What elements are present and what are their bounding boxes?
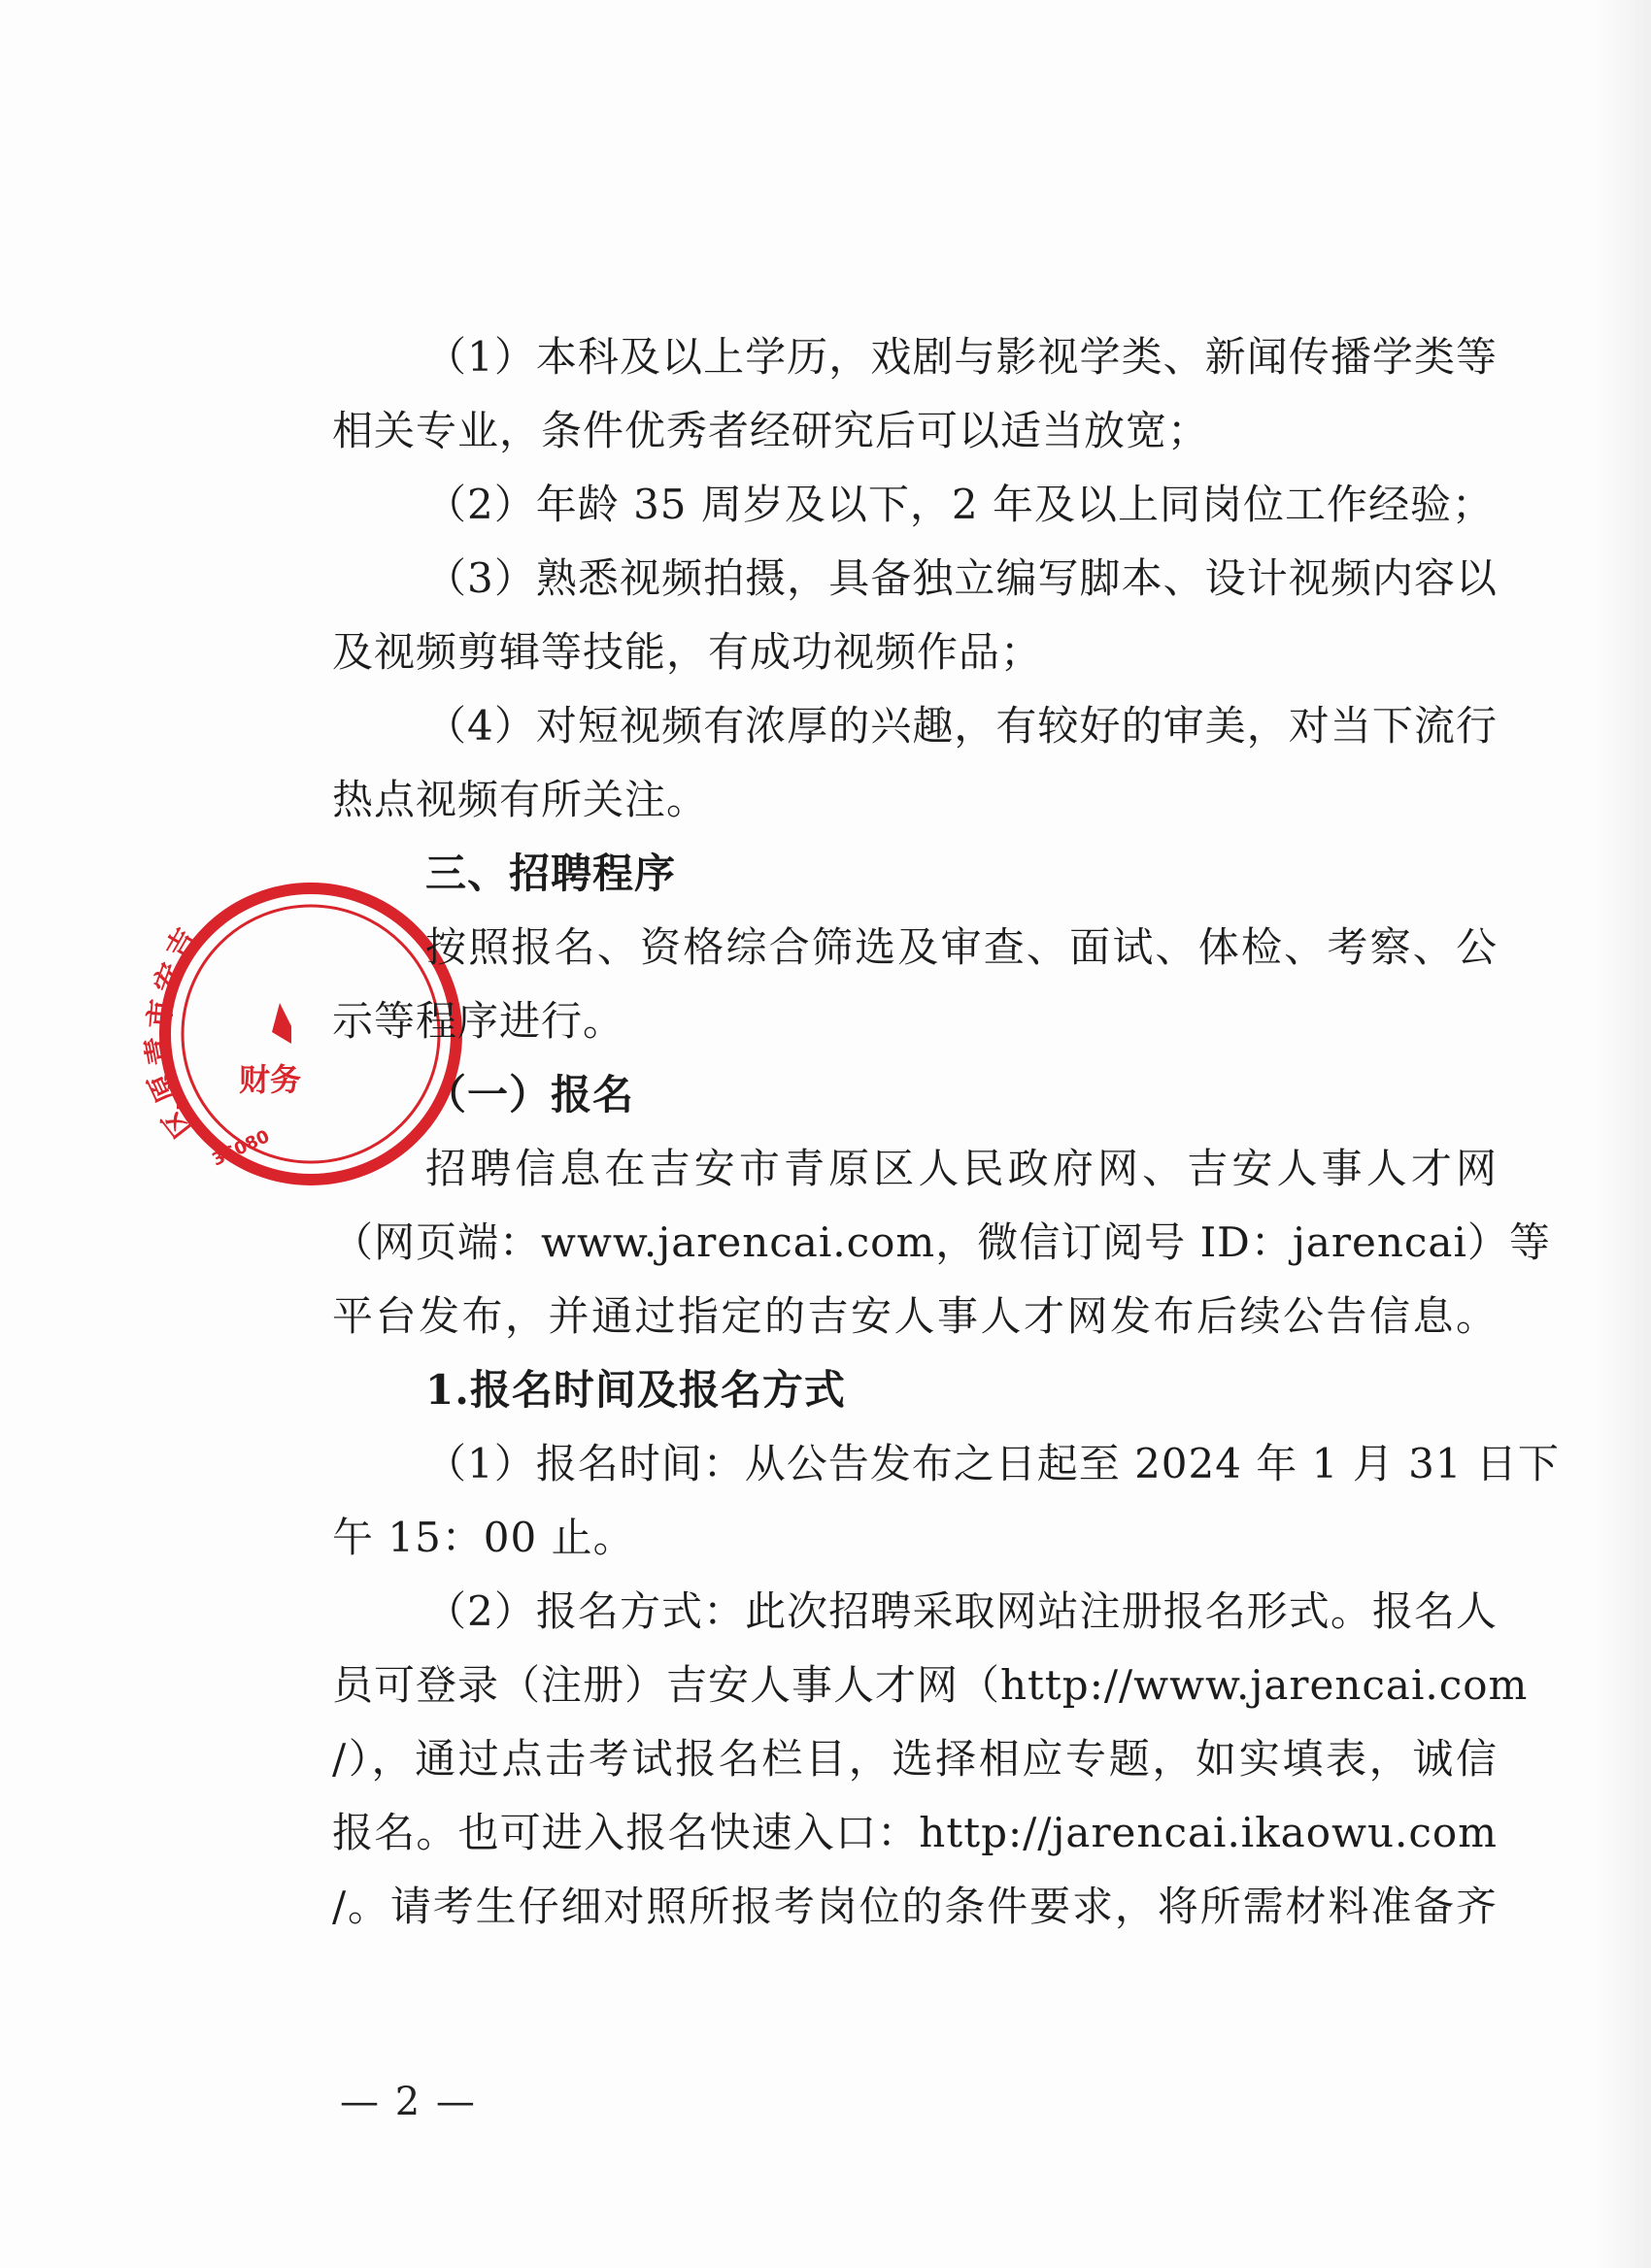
paragraph-line: （2）年龄 35 周岁及以下，2 年及以上同岗位工作经验； [425, 481, 1494, 528]
paragraph-line: 午 15：00 止。 [332, 1514, 635, 1561]
official-seal [140, 859, 302, 1209]
paragraph-line: /），通过点击考试报名栏目，选择相应专题，如实填表，诚信 [332, 1735, 1498, 1783]
subsection-heading: 1.报名时间及报名方式 [425, 1366, 846, 1414]
svg-text:区: 区 [155, 1099, 201, 1144]
paragraph-line: （1）报名时间：从公告发布之日起至 2024 年 1 月 31 日下 [425, 1440, 1560, 1487]
svg-text:务: 务 [270, 1061, 302, 1098]
section-heading: 三、招聘程序 [425, 850, 677, 897]
body-text [332, 320, 1560, 1944]
paragraph-line: /。请考生仔细对照所报考岗位的条件要求，将所需材料准备齐 [332, 1883, 1498, 1930]
svg-text:吉: 吉 [159, 922, 204, 965]
svg-text:安: 安 [148, 958, 190, 998]
paragraph-line: 报名。也可进入报名快速入口：http://jarencai.ikaowu.com [332, 1809, 1498, 1856]
paragraph-line: 相关专业，条件优秀者经研究后可以适当放宽； [332, 407, 1210, 454]
paragraph-line: 招聘信息在吉安市青原区人民政府网、吉安人事人才网 [425, 1145, 1498, 1192]
svg-text:原: 原 [142, 1066, 186, 1108]
svg-text:36080: 36080 [209, 1126, 273, 1171]
page-number: — 2 — [340, 2080, 477, 2124]
subsection-heading: （一）报名 [425, 1071, 635, 1118]
page-edge [1593, 0, 1651, 2268]
paragraph-line: 员可登录（注册）吉安人事人才网（http://www.jarencai.com [332, 1661, 1529, 1709]
paragraph-line: （网页端：www.jarencai.com，微信订阅号 ID：jarencai）等 [332, 1218, 1551, 1266]
paragraph-line: 按照报名、资格综合筛选及审查、面试、体检、考察、公 [425, 923, 1498, 971]
paragraph-line: （4）对短视频有浓厚的兴趣，有较好的审美，对当下流行 [425, 702, 1498, 750]
paragraph-line: （3）熟悉视频拍摄，具备独立编写脚本、设计视频内容以 [425, 554, 1498, 602]
svg-text:市: 市 [143, 997, 180, 1030]
paragraph-line: 示等程序进行。 [332, 997, 625, 1045]
paragraph-line: （1）本科及以上学历，戏剧与影视学类、新闻传播学类等 [425, 333, 1498, 381]
paragraph-line: 及视频剪辑等技能，有成功视频作品； [332, 628, 1043, 676]
svg-text:财: 财 [239, 1061, 271, 1098]
paragraph-line: 热点视频有所关注。 [332, 776, 709, 823]
paragraph-line: 平台发布，并通过指定的吉安人事人才网发布后续公告信息。 [332, 1292, 1498, 1340]
paragraph-line: （2）报名方式：此次招聘采取网站注册报名形式。报名人 [425, 1587, 1498, 1635]
svg-text:青: 青 [140, 1033, 179, 1068]
